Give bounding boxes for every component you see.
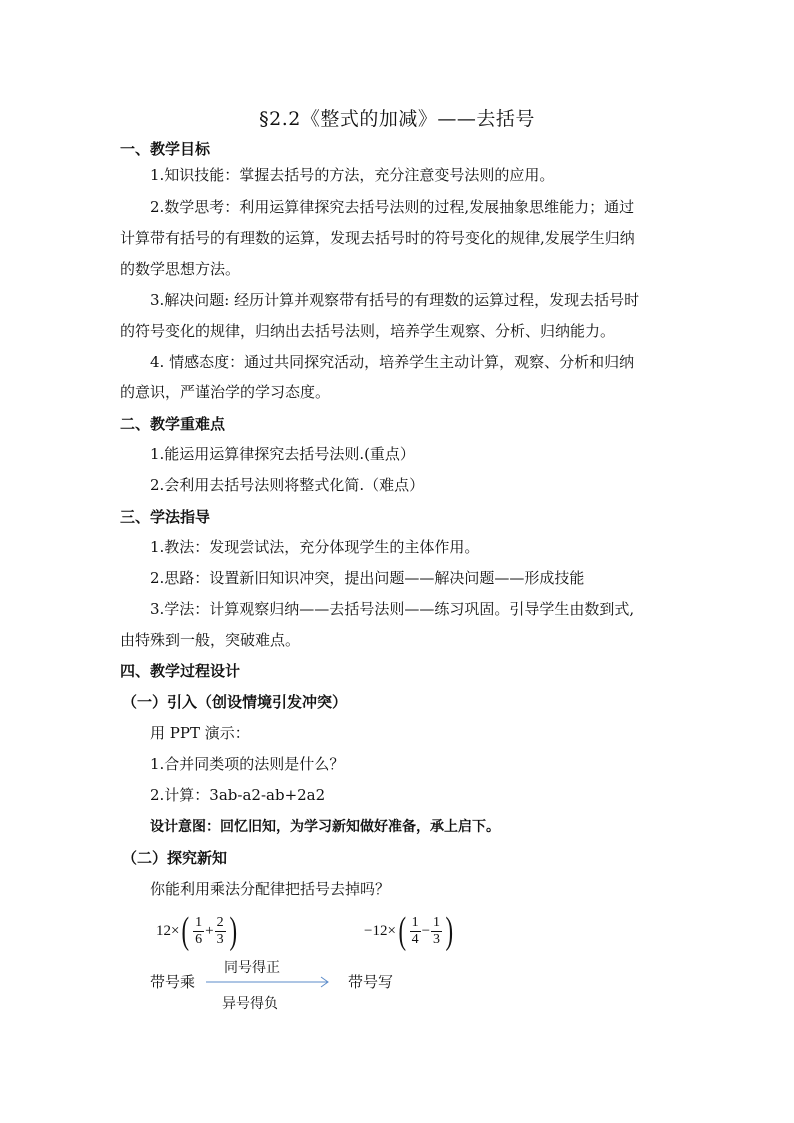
diagram-right-label: 带号写 bbox=[348, 973, 394, 991]
left-paren: ( bbox=[182, 910, 190, 952]
intro-ppt: 用 PPT 演示： bbox=[150, 724, 250, 742]
minus-sign: − bbox=[421, 922, 431, 939]
section-heading-process: 四、教学过程设计 bbox=[120, 662, 241, 680]
numerator: 1 bbox=[195, 914, 203, 930]
denominator: 4 bbox=[411, 931, 419, 947]
goal-3-line-2: 的符号变化的规律，归纳出去括号法则，培养学生观察、分析、归纳能力。 bbox=[120, 322, 616, 340]
guidance-1: 1.教法：发现尝试法，充分体现学生的主体作用。 bbox=[150, 538, 480, 556]
expression-2-lead: −12× bbox=[364, 922, 396, 939]
intro-design-intent: 设计意图：回忆旧知，为学习新知做好准备，承上启下。 bbox=[150, 819, 500, 835]
section-heading-guidance: 三、学法指导 bbox=[120, 508, 211, 526]
goal-4-line-2: 的意识，严谨治学的学习态度。 bbox=[120, 383, 331, 401]
expression-2 bbox=[364, 912, 456, 950]
keypoint-2: 2.会利用去括号法则将整式化简.（难点） bbox=[150, 476, 425, 494]
expression-1 bbox=[156, 912, 239, 950]
numerator: 1 bbox=[411, 914, 419, 930]
guidance-3-line-2: 由特殊到一般，突破难点。 bbox=[120, 631, 301, 649]
section-heading-keypoints: 二、教学重难点 bbox=[120, 415, 226, 433]
denominator: 3 bbox=[433, 931, 441, 947]
guidance-2: 2.思路：设置新旧知识冲突，提出问题——解决问题——形成技能 bbox=[150, 569, 585, 587]
right-paren: ) bbox=[445, 910, 454, 952]
subsection-explore: （二）探究新知 bbox=[122, 849, 228, 867]
explore-question: 你能利用乘法分配律把括号去掉吗？ bbox=[150, 880, 391, 898]
section-heading-goals: 一、教学目标 bbox=[120, 140, 211, 158]
keypoint-1: 1.能运用运算律探究去括号法则.(重点） bbox=[150, 445, 415, 463]
denominator: 3 bbox=[216, 931, 224, 947]
goal-1: 1.知识技能：掌握去括号的方法，充分注意变号法则的应用。 bbox=[150, 166, 555, 184]
goal-2-line-2: 计算带有括号的有理数的运算，发现去括号时的符号变化的规律,发展学生归纳 bbox=[120, 229, 635, 247]
expression-1-lead: 12× bbox=[156, 922, 180, 939]
intro-question-1: 1.合并同类项的法则是什么？ bbox=[150, 755, 345, 773]
denominator: 6 bbox=[195, 931, 203, 947]
diagram-bottom-label: 异号得负 bbox=[222, 996, 278, 1012]
guidance-3-line-1: 3.学法：计算观察归纳——去括号法则——练习巩固。引导学生由数到式, bbox=[150, 600, 635, 618]
goal-4-line-1: 4. 情感态度：通过共同探究活动，培养学生主动计算，观察、分析和归纳 bbox=[150, 353, 635, 371]
numerator: 2 bbox=[216, 914, 224, 930]
page-title: §2.2《整式的加减》——去括号 bbox=[259, 108, 535, 130]
fraction-2-3 bbox=[215, 915, 226, 948]
goal-2-line-1: 2.数学思考：利用运算律探究去括号法则的过程,发展抽象思维能力；通过 bbox=[150, 198, 635, 216]
left-paren: ( bbox=[398, 910, 407, 952]
goal-3-line-1: 3.解决问题: 经历计算并观察带有括号的有理数的运算过程，发现去括号时 bbox=[150, 291, 640, 309]
intro-question-2: 2.计算：3ab-a2-ab+2a2 bbox=[150, 786, 326, 804]
goal-2-line-3: 的数学思想方法。 bbox=[120, 260, 241, 278]
arrow-icon bbox=[204, 975, 334, 989]
plus-sign: + bbox=[205, 922, 214, 939]
fraction-1-6 bbox=[193, 915, 204, 948]
numerator: 1 bbox=[433, 914, 441, 930]
diagram-top-label: 同号得正 bbox=[224, 960, 280, 976]
fraction-1-3 bbox=[431, 915, 442, 948]
subsection-intro: （一）引入（创设情境引发冲突） bbox=[122, 693, 348, 711]
fraction-1-4 bbox=[410, 915, 421, 948]
diagram-left-label: 带号乘 bbox=[150, 973, 196, 991]
right-paren: ) bbox=[229, 910, 237, 952]
